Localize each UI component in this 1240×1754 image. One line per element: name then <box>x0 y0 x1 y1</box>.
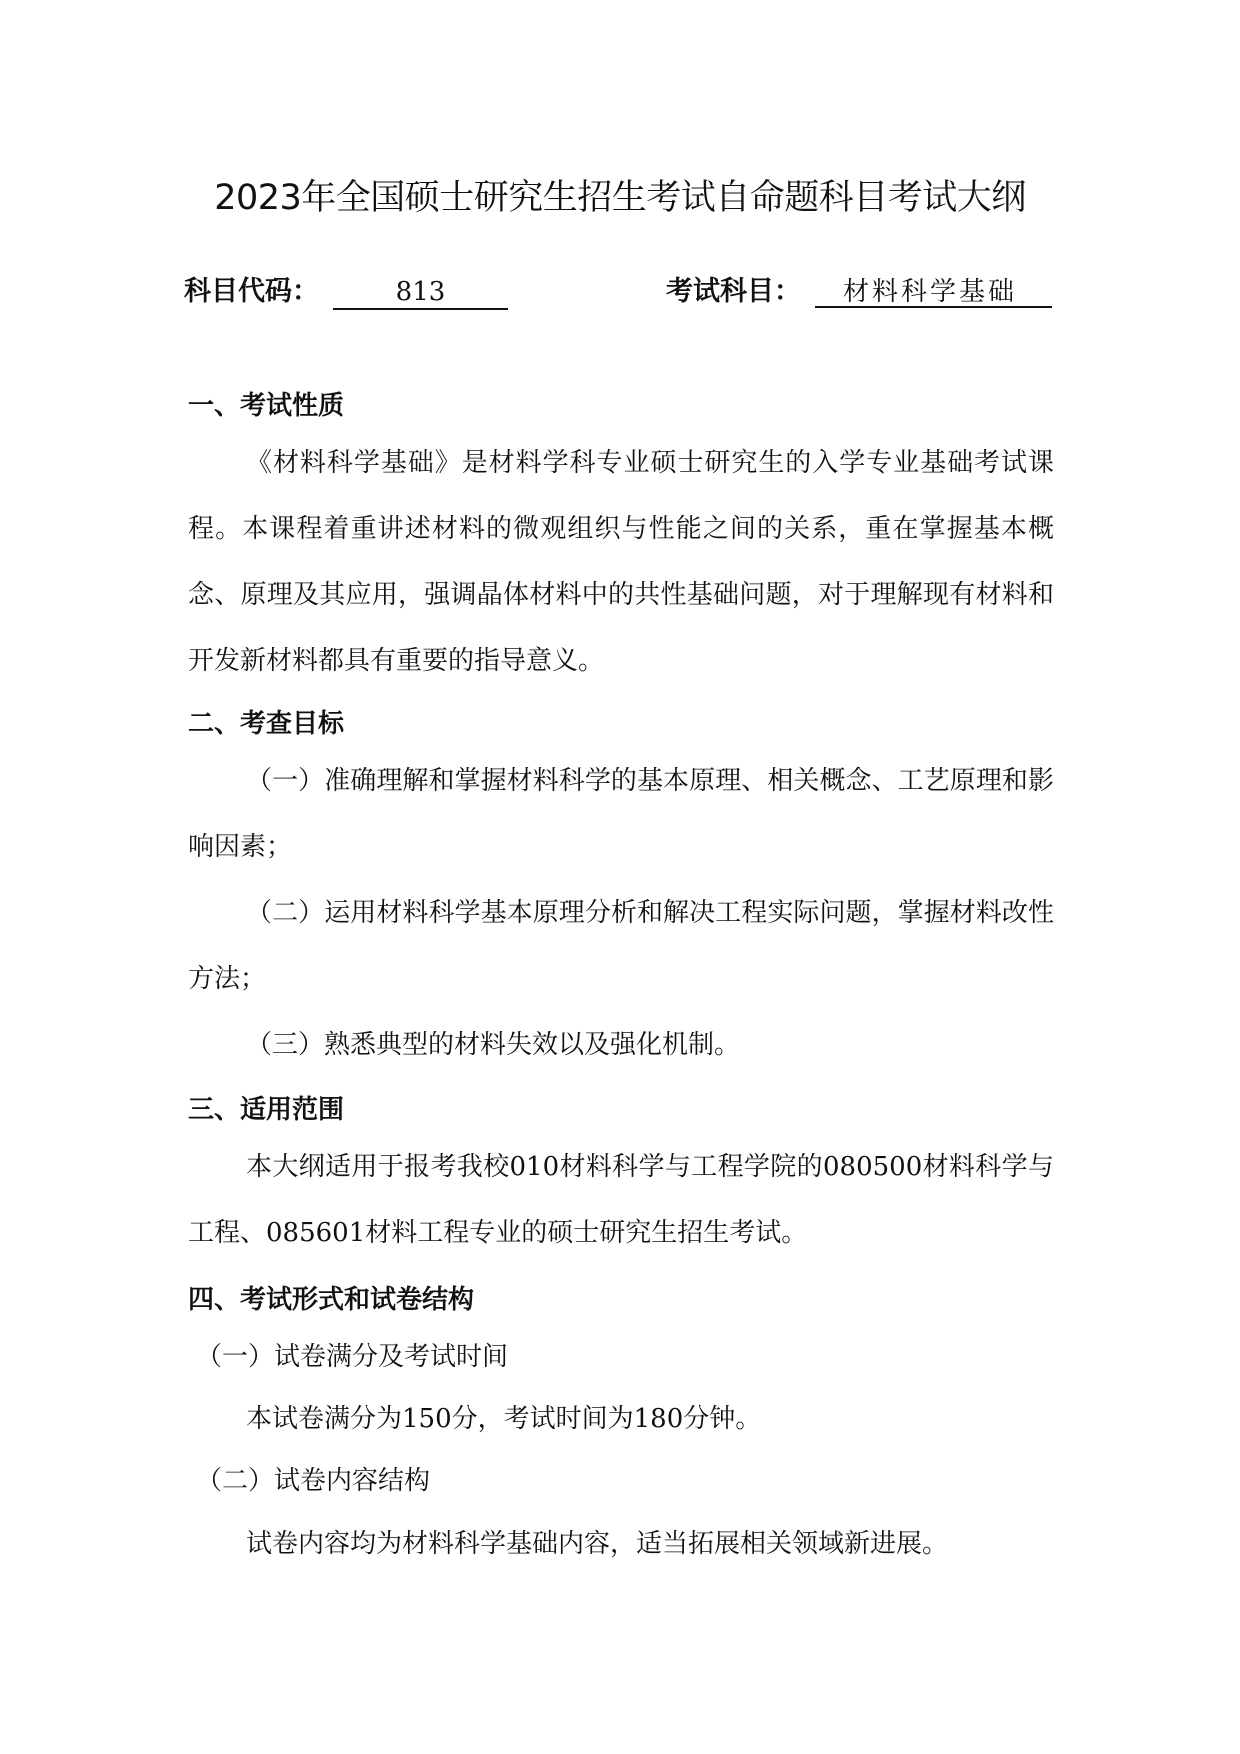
subsection-text-content: 试卷内容均为材料科学基础内容，适当拓展相关领域新进展。 <box>246 1529 949 1559</box>
objective-item-3: （三）熟悉典型的材料失效以及强化机制。 <box>246 1030 741 1060</box>
subject-name-value: 材料科学基础 <box>815 274 1052 308</box>
section-heading-objectives: 二、考查目标 <box>188 709 345 739</box>
section-heading-scope: 三、适用范围 <box>188 1095 345 1125</box>
section-paragraph-scope: 本大纲适用于报考我校010材料科学与工程学院的080500材料科学与工程、085601材料工程专业的硕士研究生招生考试。 <box>188 1152 1054 1248</box>
objective-item-1: （一）准确理解和掌握材料科学的基本原理、相关概念、工艺原理和影响因素； <box>188 766 1054 862</box>
section-heading-nature: 一、考试性质 <box>188 391 345 421</box>
document-title: 2023年全国硕士研究生招生考试自命题科目考试大纲 <box>214 178 1026 218</box>
section-heading-format: 四、考试形式和试卷结构 <box>188 1285 475 1315</box>
objective-item-2: （二）运用材料科学基本原理分析和解决工程实际问题，掌握材料改性方法； <box>188 898 1054 994</box>
subject-code-value: 813 <box>333 274 508 310</box>
subsection-text-score-time: 本试卷满分为150分，考试时间为180分钟。 <box>246 1404 762 1434</box>
section-paragraph-nature: 《材料科学基础》是材料学科专业硕士研究生的入学专业基础考试课程。本课程着重讲述材料的微观组织与性能之间的关系，重在掌握基本概念、原理及其应用，强调晶体材料中的共性基础问题，对于理解现有材料和开发新材料都具有重要的指导意义。 <box>188 448 1054 676</box>
subsection-heading-content: （二）试卷内容结构 <box>196 1466 431 1496</box>
subsection-heading-score-time: （一）试卷满分及考试时间 <box>196 1342 509 1372</box>
subject-name-label: 考试科目： <box>666 276 801 307</box>
subject-code-label: 科目代码： <box>184 276 319 307</box>
